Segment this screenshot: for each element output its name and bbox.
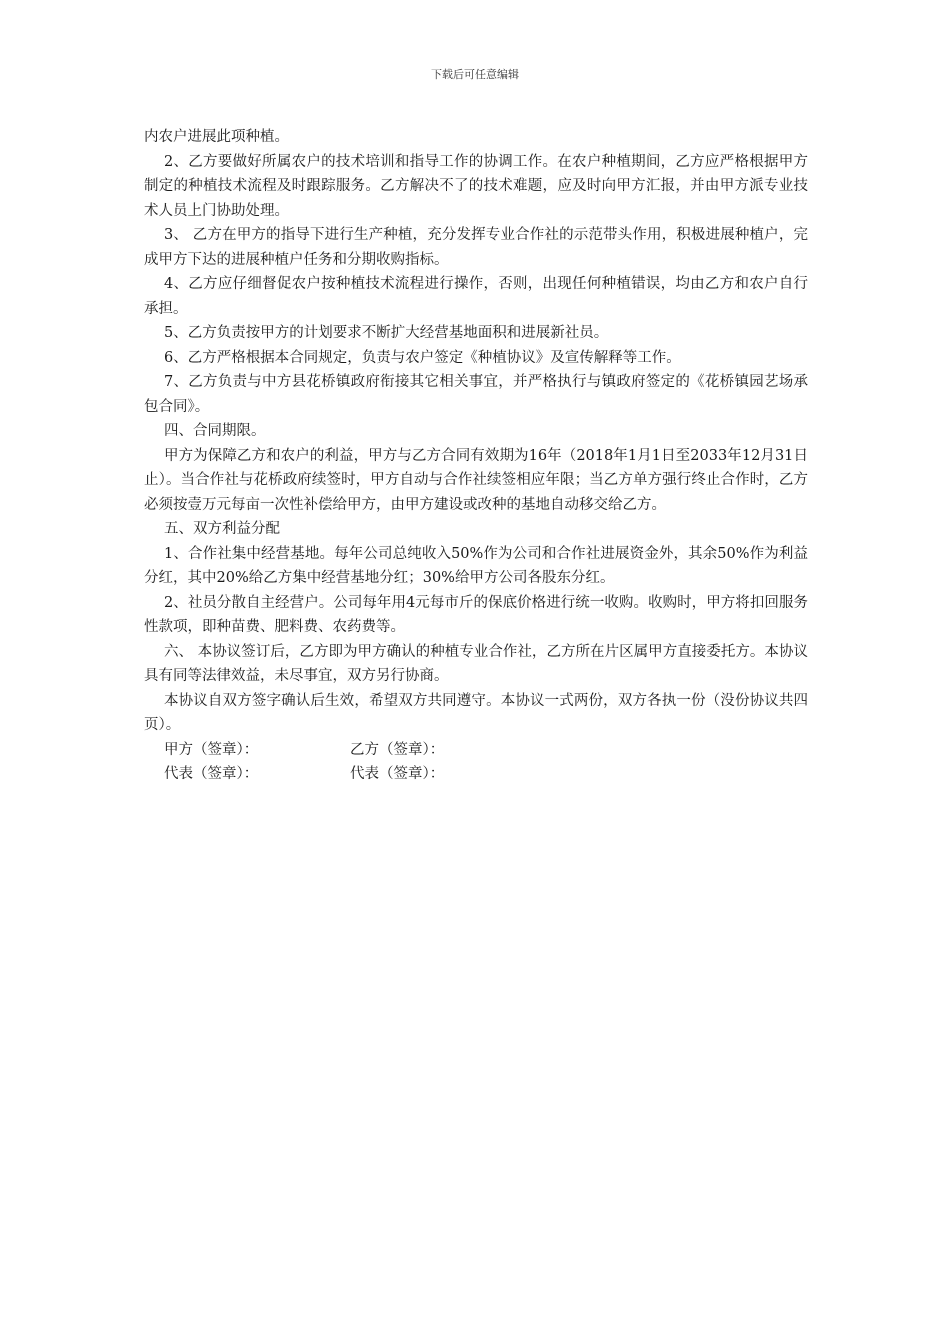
party-b-signature: 乙方（签章）：: [350, 741, 445, 758]
clause-3-item-5: 5、乙方负责按甲方的计划要求不断扩大经营基地面积和进展新社员。: [164, 325, 609, 341]
clause-3-item-2: 2、乙方要做好所属农户的技术培训和指导工作的协调工作。在农户种植期间，乙方应严格根据甲方制定的种植技术流程及时跟踪服务。乙方解决不了的技术难题，应及时向甲方汇报，并由甲方派专业技术人员上门协助处理。: [144, 153, 808, 219]
rep-b-signature: 代表（签章）：: [350, 766, 445, 782]
clause-3-item-3: 3、 乙方在甲方的指导下进行生产种植，充分发挥专业合作社的示范带头作用，积极进展种植户，完成甲方下达的进展种植户任务和分期收购指标。: [144, 227, 808, 268]
profit-item-1: 1、合作社集中经营基地。每年公司总纯收入50%作为公司和合作社进展资金外，其余50%作为利益分红，其中20%给乙方集中经营基地分红；30%给甲方公司各股东分红。: [144, 545, 808, 586]
profit-item-2: 2、社员分散自主经营户。公司每年用4元每市斤的保底价格进行统一收购。收购时，甲方将扣回服务性款项，即种苗费、肥料费、农药费等。: [144, 594, 808, 635]
document-body: [144, 125, 808, 787]
section-heading-profit: 五、双方利益分配: [164, 521, 280, 537]
rep-a-signature: 代表（签章）：: [164, 766, 259, 782]
closing-paragraph: 本协议自双方签字确认后生效，希望双方共同遵守。本协议一式两份，双方各执一份（没份协议共四页）。: [144, 692, 808, 733]
page-header: 下载后可任意编辑: [431, 68, 519, 81]
section-heading-term: 四、合同期限。: [164, 423, 266, 439]
clause-3-item-6: 6、乙方严格根据本合同规定，负责与农户签定《种植协议》及宣传解释等工作。: [164, 349, 681, 366]
signature-row-parties: [144, 738, 808, 763]
party-a-signature: 甲方（签章）：: [164, 741, 259, 758]
paragraph-continuation: 内农户进展此项种植。: [144, 129, 289, 145]
term-paragraph: 甲方为保障乙方和农户的利益，甲方与乙方合同有效期为16年（2018年1月1日至2033年12月31日止）。当合作社与花桥政府续签时，甲方自动与合作社续签相应年限；当乙方单方强行终止合作时，乙方必须按壹万元每亩一次性补偿给甲方，由甲方建设或改种的基地自动移交给乙方。: [144, 447, 808, 513]
clause-3-item-4: 4、乙方应仔细督促农户按种植技术流程进行操作，否则，出现任何种植错误，均由乙方和农户自行承担。: [144, 276, 808, 317]
signature-row-representatives: [144, 762, 808, 787]
section-six: 六、 本协议签订后，乙方即为甲方确认的种植专业合作社，乙方所在片区属甲方直接委托方。本协议具有同等法律效益，未尽事宜，双方另行协商。: [144, 643, 808, 684]
clause-3-item-7: 7、乙方负责与中方县花桥镇政府衔接其它相关事宜，并严格执行与镇政府签定的《花桥镇园艺场承包合同》。: [144, 374, 808, 415]
